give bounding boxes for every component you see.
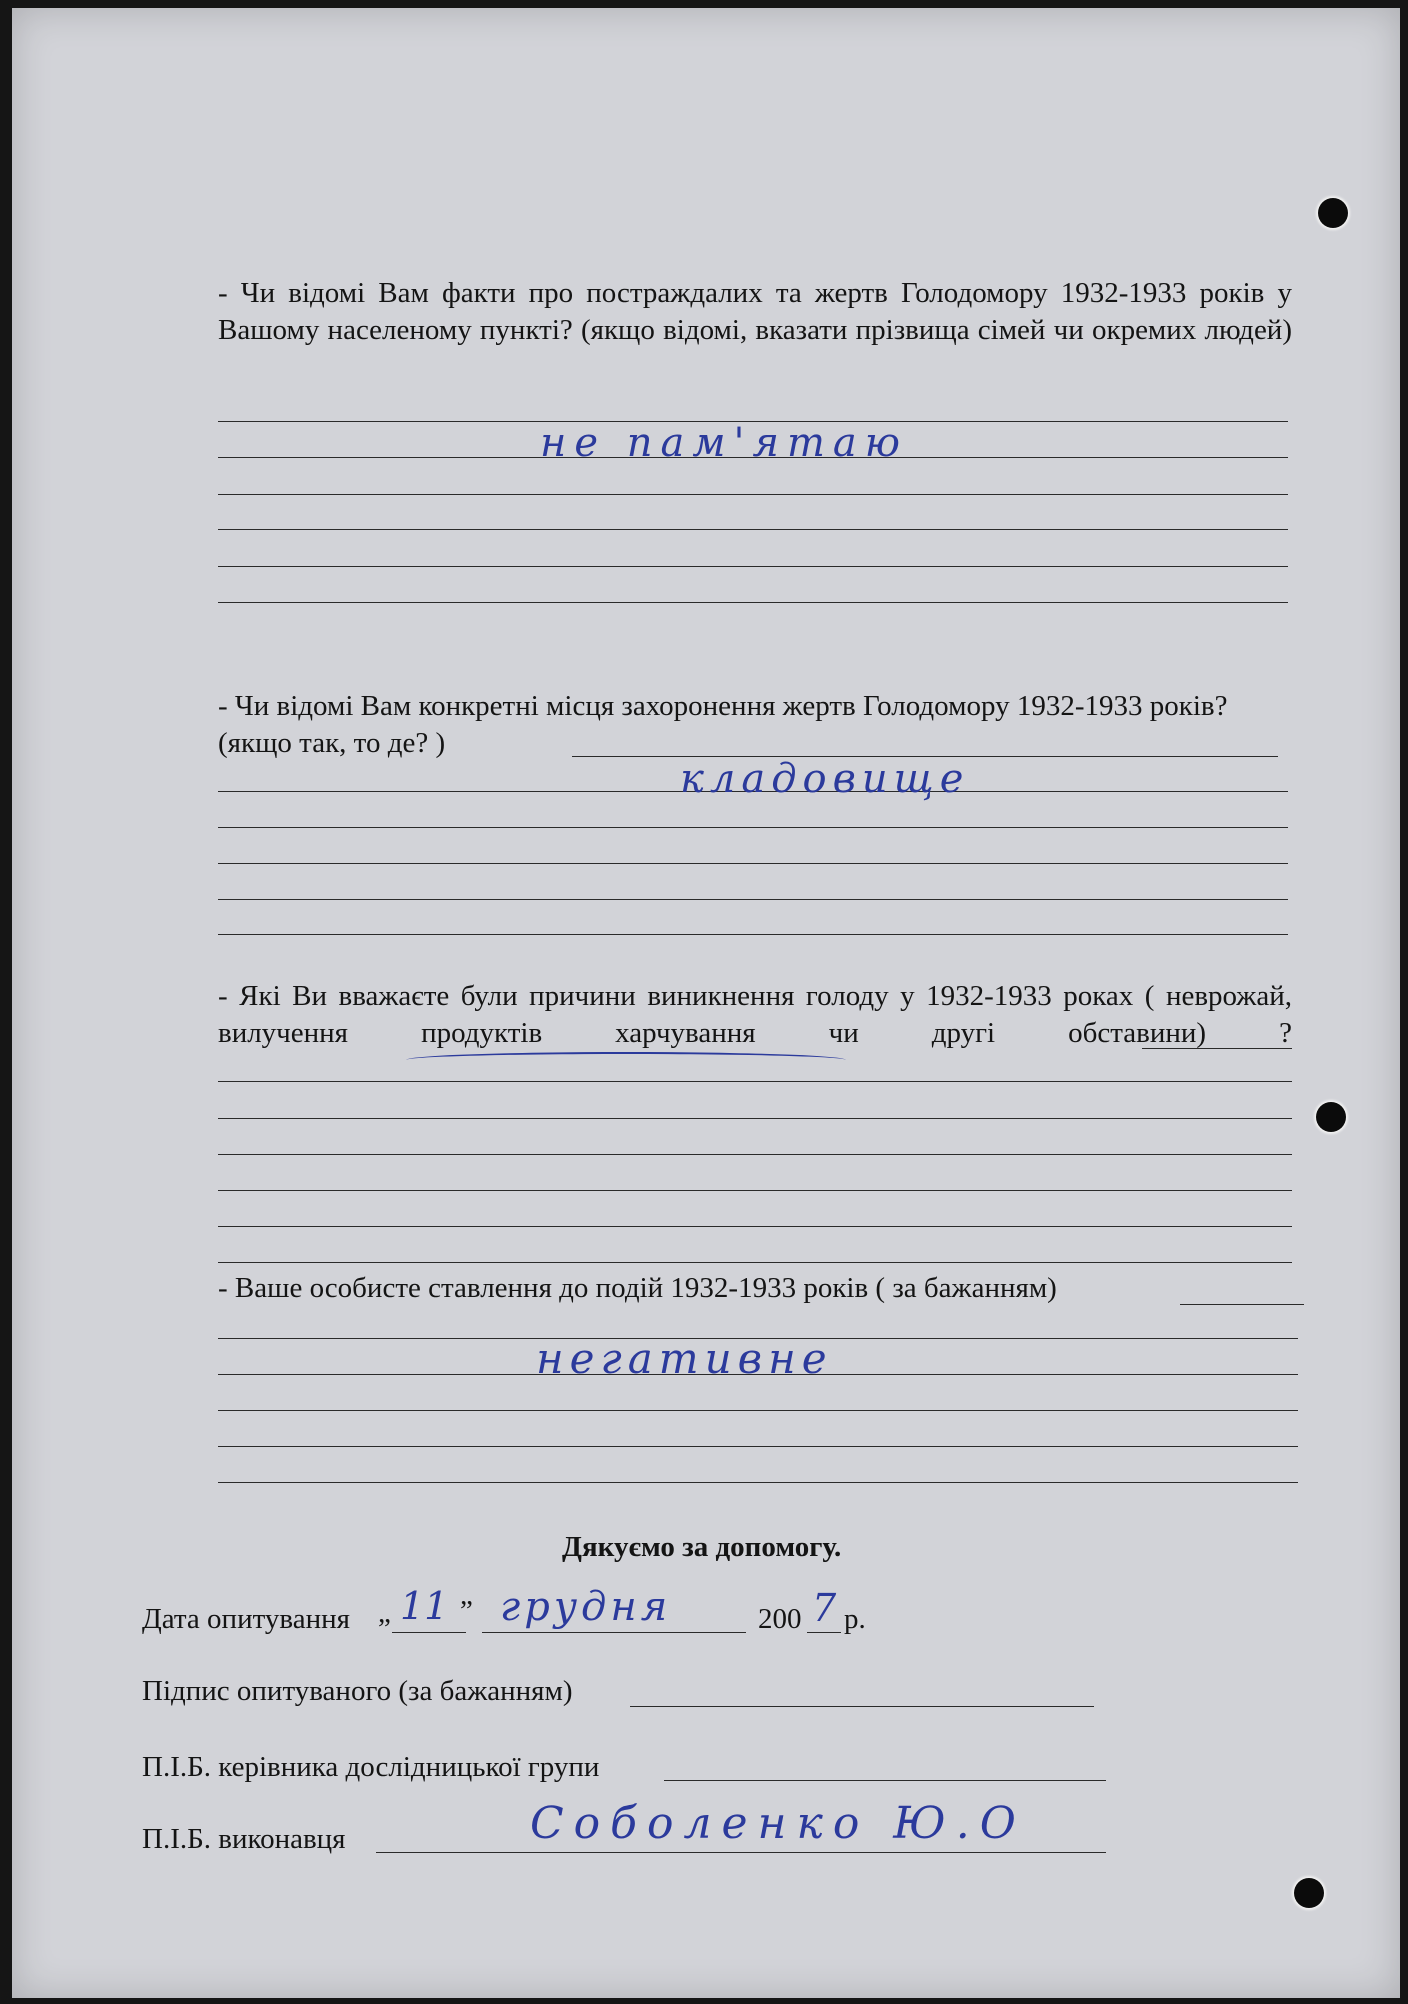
group-leader-line: [664, 1780, 1106, 1781]
executor-name-handwriting: Соболенко Ю.О: [530, 1798, 1026, 1849]
answer-line: [218, 1482, 1298, 1483]
answer-line: [218, 602, 1288, 603]
answer-line: [218, 899, 1288, 900]
question-2-text: [218, 688, 1292, 762]
answer-line: [218, 1262, 1292, 1263]
year-digit-line: [807, 1632, 841, 1633]
year-prefix: 200: [758, 1603, 802, 1635]
question-4-text: - Ваше особисте ставлення до подій 1932-1933 років ( за бажанням): [218, 1272, 1057, 1304]
answer-line: [218, 863, 1288, 864]
answer-line: [218, 566, 1288, 567]
executor-label: П.І.Б. виконавця: [142, 1823, 346, 1855]
punch-hole: [1316, 1102, 1346, 1132]
hand-underline: [406, 1052, 846, 1068]
date-close-quote: ”: [460, 1595, 473, 1627]
answer-line: [1142, 1048, 1292, 1049]
answer-line: [218, 1081, 1292, 1082]
answer-line: [218, 494, 1288, 495]
answer-line: [218, 529, 1288, 530]
question-1-text: - Чи відомі Вам факти про постраждалих та жертв Голодомору 1932-1933 років у Вашому населеному пункті? (якщо відомі, вказати прізвища сімей чи окремих людей): [218, 277, 1292, 346]
answer-line: [1180, 1304, 1304, 1305]
punch-hole: [1294, 1878, 1324, 1908]
date-month-handwriting: грудня: [500, 1584, 672, 1630]
punch-hole: [1318, 198, 1348, 228]
answer-line: [218, 1446, 1298, 1447]
signature-line: [630, 1706, 1094, 1707]
signature-label: Підпис опитуваного (за бажанням): [142, 1675, 573, 1707]
answer-4-handwriting: негативне: [536, 1334, 833, 1383]
executor-line: [376, 1852, 1106, 1853]
date-day-line: [392, 1632, 466, 1633]
answer-line: [218, 1154, 1292, 1155]
questionnaire-page: [12, 8, 1400, 1998]
date-day-handwriting: 11: [400, 1584, 449, 1628]
date-open-quote: „: [378, 1597, 391, 1629]
group-leader-label: П.І.Б. керівника дослідницької групи: [142, 1751, 600, 1783]
survey-date-label: Дата опитування: [142, 1603, 350, 1635]
answer-line: [218, 1410, 1298, 1411]
answer-2-handwriting: кладовище: [680, 756, 970, 802]
answer-line: [218, 827, 1288, 828]
answer-line: [218, 934, 1288, 935]
answer-line: [218, 1226, 1292, 1227]
answer-line: [218, 1118, 1292, 1119]
question-3-text: - Які Ви вважаєте були причини виникнення голоду у 1932-1933 роках ( неврожай, вилучення продуктів харчування чи другі обставини) ?: [218, 980, 1292, 1049]
answer-1-handwriting: не пам'ятаю: [540, 420, 908, 466]
year-digit-handwriting: 7: [812, 1586, 837, 1630]
date-month-line: [482, 1632, 746, 1633]
question-2-label: - Чи відомі Вам конкретні місця захоронення жертв Голодомору 1932-1933 років? (якщо так, то де? ): [218, 690, 1228, 759]
year-suffix: р.: [844, 1603, 866, 1635]
thanks-heading: Дякуємо за допомогу.: [562, 1531, 842, 1563]
answer-line: [218, 1190, 1292, 1191]
